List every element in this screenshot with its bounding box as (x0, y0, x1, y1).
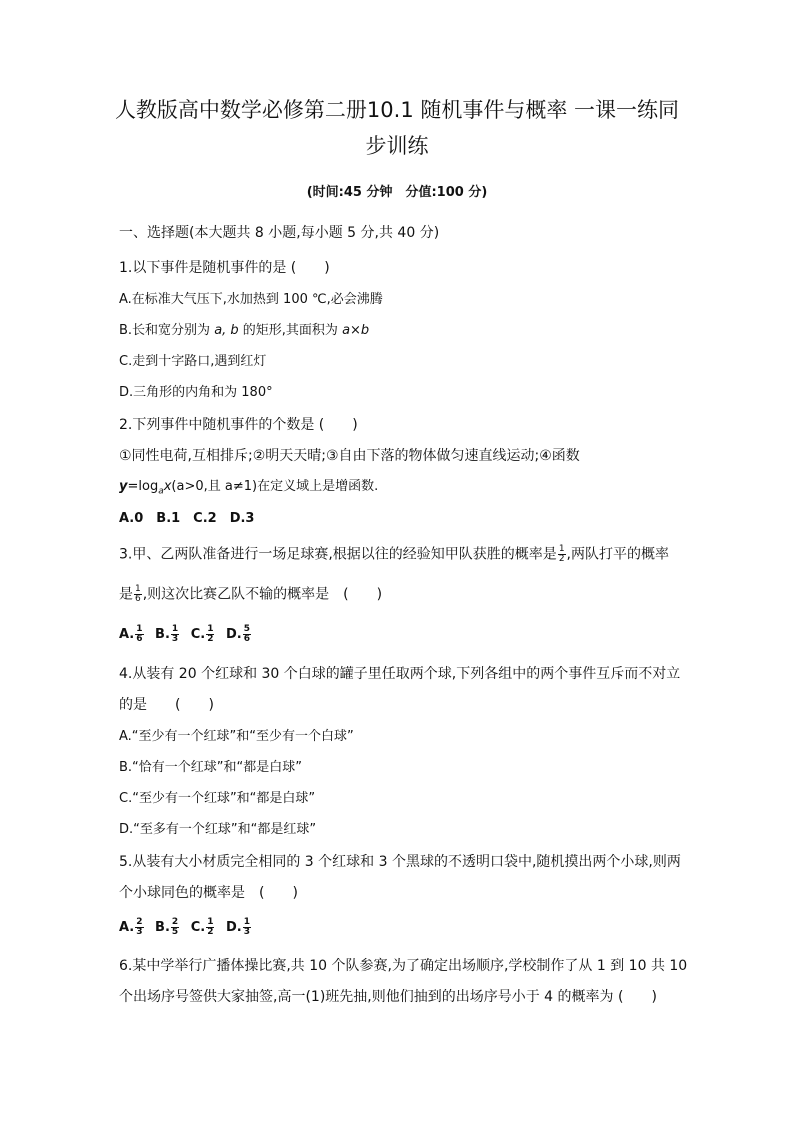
question-1-stem: 1.以下事件是随机事件的是 ( ) (119, 260, 330, 276)
question-1-option-d: D.三角形的内角和为 180° (119, 385, 273, 400)
question-4-option-a: A.“至少有一个红球”和“至少有一个白球” (119, 729, 354, 744)
function-log: =log (127, 479, 159, 494)
question-3-choices (119, 625, 258, 644)
q3-choice-a-label: A. (119, 627, 135, 642)
question-2-stem: 2.下列事件中随机事件的个数是 ( ) (119, 417, 358, 433)
q5-choice-c-label: C. (190, 920, 206, 935)
section-heading: 一、选择题(本大题共 8 小题,每小题 5 分,共 40 分) (119, 225, 440, 241)
q3-choice-c-frac (206, 625, 214, 644)
question-4-line-1: 4.从装有 20 个红球和 30 个白球的罐子里任取两个球,下列各组中的两个事件互斥而不对立 (119, 666, 681, 682)
q3-choice-a (119, 624, 145, 644)
question-6-line-2: 个出场序号签供大家抽签,高一(1)班先抽,则他们抽到的出场序号小于 4 的概率为 ( ) (119, 989, 657, 1005)
q5-choice-d-den: 3 (243, 927, 250, 937)
question-1-option-b (119, 322, 369, 340)
q3-choice-c (190, 624, 216, 644)
q3-fraction-draw-den: 6 (135, 594, 141, 604)
q3-choice-b-label: B. (155, 627, 170, 642)
q5-choice-b-label: B. (155, 920, 170, 935)
question-4-option-d: D.“至多有一个红球”和“都是红球” (119, 822, 317, 837)
q3-fraction-win-den: 2 (558, 554, 565, 564)
option-b-variables: a, b (214, 323, 239, 338)
q5-choice-c-num: 1 (207, 917, 214, 927)
q5-choice-a-frac (135, 918, 143, 937)
q3-text-2: ,两队打平的概率 (566, 546, 669, 563)
document-title: 人教版高中数学必修第二册10.1 随机事件与概率 一课一练同步训练 (114, 98, 680, 158)
q5-choice-c-frac (206, 918, 214, 937)
option-b-product: a×b (342, 323, 370, 338)
q3-choice-c-label: C. (190, 627, 206, 642)
q5-choice-d (225, 917, 252, 937)
q3-text-4: ,则这次比赛乙队不输的概率是 ( ) (142, 586, 383, 603)
q5-choice-d-frac (243, 918, 251, 937)
question-1-option-c: C.走到十字路口,遇到红灯 (119, 354, 267, 369)
question-2-choices: A.0 B.1 C.2 D.3 (119, 511, 255, 526)
question-4-line-2: 的是 ( ) (119, 697, 214, 713)
function-y: y (119, 479, 128, 494)
question-5-line-1: 5.从装有大小材质完全相同的 3 个红球和 3 个黑球的不透明口袋中,随机摸出两个小球,则两 (119, 854, 681, 870)
q5-choice-c (190, 917, 216, 937)
q5-choice-a (119, 917, 145, 937)
question-4-option-c: C.“至少有一个红球”和“都是白球” (119, 791, 316, 806)
q3-choice-c-num: 1 (207, 624, 214, 634)
q5-choice-a-num: 2 (136, 917, 143, 927)
option-b-text-2: 的矩形,其面积为 (238, 323, 343, 338)
q3-choice-d (225, 624, 252, 644)
q5-choice-b-den: 5 (171, 927, 179, 937)
q3-fraction-draw (134, 585, 142, 604)
question-3-line-2 (119, 585, 382, 604)
q5-choice-d-label: D. (225, 920, 242, 935)
q5-choice-a-den: 3 (136, 927, 143, 937)
q5-choice-c-den: 2 (207, 927, 214, 937)
q3-text-1: 3.甲、乙两队准备进行一场足球赛,根据以往的经验知甲队获胜的概率是 (119, 546, 557, 563)
question-5-line-2: 个小球同色的概率是 ( ) (119, 885, 298, 901)
q3-choice-c-den: 2 (207, 634, 214, 644)
q3-text-3: 是 (119, 586, 133, 603)
log-base: a (158, 486, 164, 497)
q5-choice-b-num: 2 (171, 917, 179, 927)
q3-choice-d-num: 5 (243, 624, 250, 634)
q5-choice-b (155, 917, 180, 937)
q3-fraction-win (558, 545, 566, 564)
question-6-line-1: 6.某中学举行广播体操比赛,共 10 个队参赛,为了确定出场顺序,学校制作了从 1 到 10 共 10 (119, 958, 688, 974)
q5-choice-b-frac (171, 918, 179, 937)
q3-choice-a-den: 6 (136, 634, 143, 644)
q3-choice-d-frac (243, 625, 251, 644)
function-condition: (a>0,且 a≠1)在定义域上是增函数. (171, 479, 379, 494)
q3-choice-b-frac (171, 625, 179, 644)
question-3-line-1 (119, 545, 669, 564)
q3-fraction-draw-num: 1 (135, 584, 141, 594)
q5-choice-a-label: A. (119, 920, 135, 935)
question-2-statements-line-1: ①同性电荷,互相排斥;②明天天晴;③自由下落的物体做匀速直线运动;④函数 (119, 448, 580, 464)
question-2-statements-line-2 (119, 478, 378, 501)
q3-choice-b-num: 1 (171, 624, 179, 634)
q3-fraction-win-num: 1 (558, 544, 565, 554)
q3-choice-d-label: D. (225, 627, 242, 642)
q3-choice-a-num: 1 (136, 624, 143, 634)
question-1-option-a: A.在标准大气压下,水加热到 100 ℃,必会沸腾 (119, 292, 383, 307)
q3-choice-b-den: 3 (171, 634, 179, 644)
function-x: x (163, 479, 172, 494)
q3-choice-a-frac (135, 625, 143, 644)
time-score-info: (时间:45 分钟 分值:100 分) (306, 185, 488, 200)
q5-choice-d-num: 1 (243, 917, 250, 927)
q3-choice-d-den: 6 (243, 634, 250, 644)
question-5-choices (119, 918, 258, 937)
q3-choice-b (155, 624, 180, 644)
question-4-option-b: B.“恰有一个红球”和“都是白球” (119, 760, 302, 775)
option-b-text-1: B.长和宽分别为 (119, 323, 215, 338)
